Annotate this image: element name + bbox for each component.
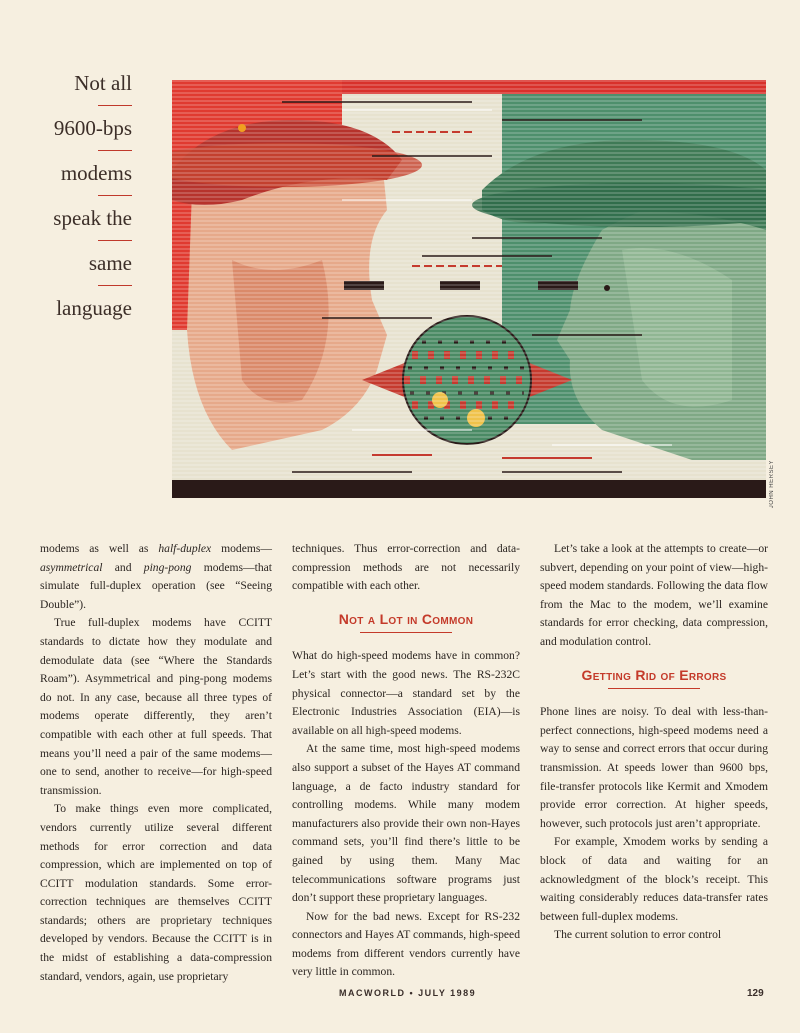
page-number: 129: [747, 988, 764, 999]
heading-rule: [360, 632, 452, 633]
pull-quote-line: Not all: [74, 71, 132, 95]
pull-quote-rule: [98, 105, 132, 106]
paragraph: techniques. Thus error-correction and data-compression methods are not necessarily compatible with each other.: [292, 542, 520, 593]
paragraph: To make things even more complicated, vendors currently utilize several different methods for error correction and data compression, which are implemented on top of CCITT modulation standards. Some error-correction techniques are themselves CCITT standards; others are proprietary techniques developed by vendors. Because the CCITT is in the midst of establishing a data-compression standard, vendors, again, use proprietary: [40, 802, 272, 983]
pull-quote-rule: [98, 285, 132, 286]
heading-rule: [608, 688, 700, 689]
modem-illustration: [172, 80, 766, 498]
pull-quote-rule: [98, 150, 132, 151]
pull-quote-line: modems: [60, 161, 132, 185]
paragraph: Now for the bad news. Except for RS-232 connectors and Hayes AT commands, high-speed modems from different vendors currently have very little in common.: [292, 909, 520, 979]
paragraph: For example, Xmodem works by sending a block of data and waiting for an acknowledgment of the block’s receipt. This waiting considerably reduces data-transfer rates between full-duplex modems.: [540, 835, 768, 923]
paragraph: The current solution to error control: [554, 928, 722, 942]
paragraph: modems as well as half-duplex modems—asymmetrical and ping-pong modems—that simulate full-duplex operation (see “Seeing Double”).: [40, 542, 272, 611]
section-heading: Getting Rid of Errors: [581, 666, 727, 683]
pull-quote-line: same: [88, 251, 132, 275]
pull-quote: [40, 72, 132, 319]
photo-credit: JOHN HERSEY: [769, 460, 775, 509]
pull-quote-line: 9600-bps: [53, 116, 132, 140]
column-1: [40, 540, 272, 986]
pull-quote-line: language: [56, 296, 132, 320]
paragraph: Let’s take a look at the attempts to create—or subvert, depending on your point of view—high-speed modem standards. Following the data flow from the Mac to the modem, we’ll examine standards for error checking, data compression, and modulation control.: [540, 542, 768, 648]
illustration-graphic: [172, 80, 766, 498]
paragraph: At the same time, most high-speed modems also support a subset of the Hayes AT command language, a de facto industry standard for controlling modems. While many modem manufacturers also provide their own non-Hayes command sets, you’ll find there’s little to be gained by using them. Many Mac telecommunications software programs just don’t support these proprietary languages.: [292, 742, 520, 905]
column-3: [540, 540, 768, 945]
folio: MACWORLD • JULY 1989: [339, 988, 477, 998]
paragraph: Phone lines are noisy. To deal with less-than-perfect connections, high-speed modems need a way to sense and correct errors that occur during transmission. At speeds lower than 9600 bps, file-transfer protocols like Kermit and Xmodem provide error correction. At higher speeds, however, such protocols just aren’t appropriate.: [540, 705, 768, 830]
column-2: [292, 540, 520, 982]
paragraph: True full-duplex modems have CCITT standards to dictate how they modulate and demodulate data (see “Where the Standards Roam”). Asymmetrical and ping-pong modems do not. In any case, because all three types of modems operate differently, they aren’t compatible with each other at full speeds. That means you’ll need a pair of the same modems—one to send, another to receive—for high-speed transmission.: [40, 616, 272, 797]
pull-quote-rule: [98, 240, 132, 241]
paragraph: What do high-speed modems have in common? Let’s start with the good news. The RS-232C physical connector—a standard set by the Electronic Industries Association (EIA)—is available on all high-speed modems.: [292, 649, 520, 737]
pull-quote-rule: [98, 195, 132, 196]
section-heading: Not a Lot in Common: [338, 610, 474, 627]
pull-quote-line: speak the: [53, 206, 132, 230]
